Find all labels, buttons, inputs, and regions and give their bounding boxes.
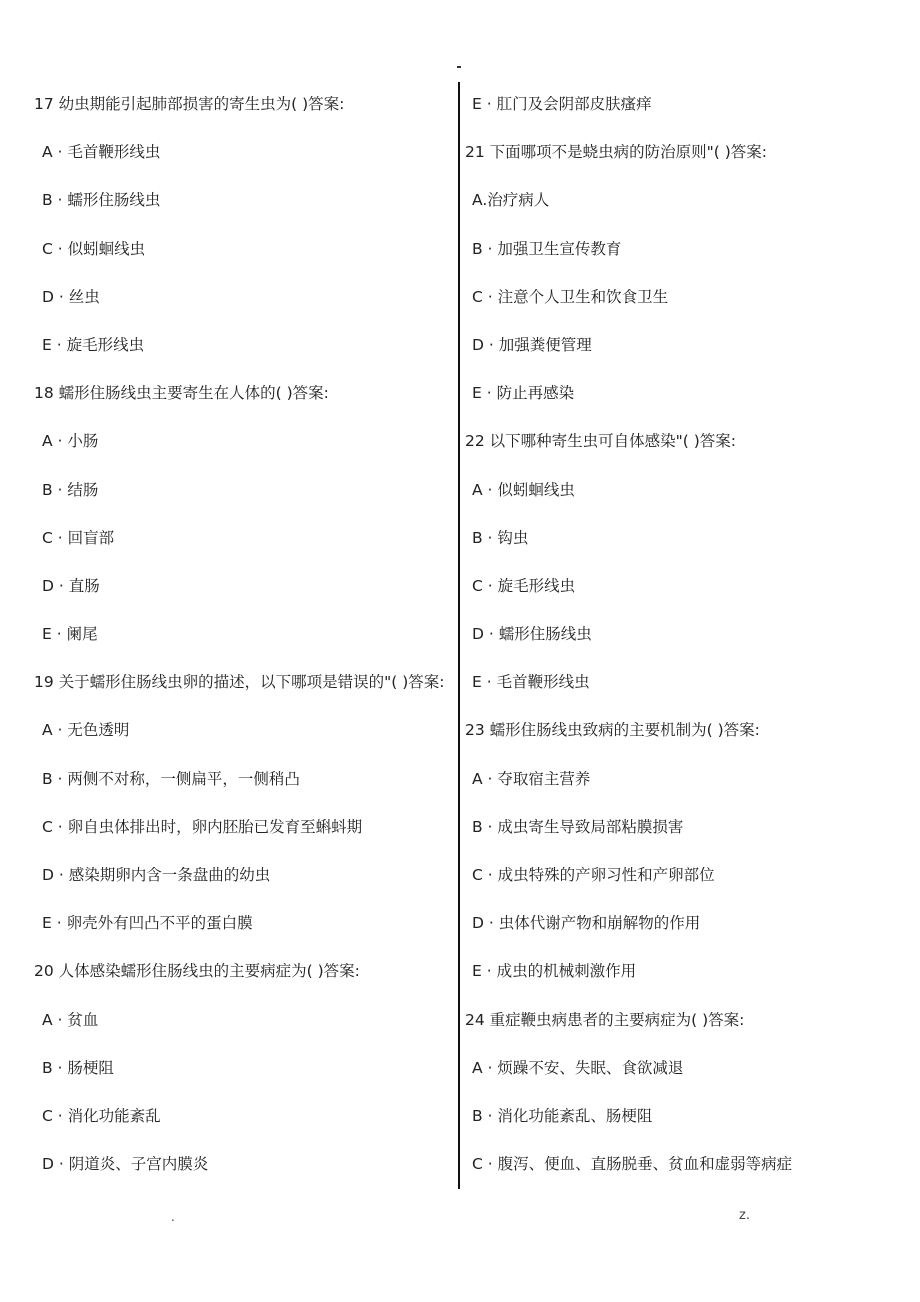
- answer-option: C · 注意个人卫生和饮食卫生: [472, 287, 669, 306]
- answer-option: A · 似蚓蛔线虫: [472, 480, 575, 499]
- answer-option: B · 两侧不对称，一侧扁平，一侧稍凸: [42, 769, 300, 788]
- left-column: [34, 80, 456, 1188]
- answer-option: A.治疗病人: [472, 191, 550, 210]
- answer-option: C · 成虫特殊的产卵习性和产卵部位: [472, 866, 715, 884]
- question-stem: 24 重症鞭虫病患者的主要病症为( )答案:: [465, 1010, 745, 1029]
- right-column: [465, 80, 905, 1188]
- answer-option: A · 夺取宿主营养: [472, 769, 591, 788]
- answer-option: C · 旋毛形线虫: [472, 576, 576, 595]
- answer-option: B · 结肠: [42, 480, 99, 499]
- question-stem: 23 蠕形住肠线虫致病的主要机制为( )答案:: [465, 721, 760, 740]
- answer-option: B · 加强卫生宣传教育: [472, 239, 622, 258]
- answer-option: B · 钩虫: [472, 528, 529, 547]
- question-stem: 21 下面哪项不是蛲虫病的防治原则"( )答案:: [465, 143, 768, 162]
- answer-option: C · 卵自虫体排出时，卵内胚胎已发育至蝌蚪期: [42, 817, 363, 836]
- answer-option: A · 无色透明: [42, 721, 130, 740]
- answer-option: E · 卵壳外有凹凸不平的蛋白膜: [42, 914, 253, 933]
- answer-option: C · 腹泻、便血、直肠脱垂、贫血和虚弱等病症: [472, 1155, 793, 1174]
- column-divider: [458, 82, 460, 1189]
- answer-option: D · 加强粪便管理: [472, 335, 592, 354]
- answer-option: B · 消化功能紊乱、肠梗阻: [472, 1106, 653, 1125]
- question-stem: 22 以下哪种寄生虫可自体感染"( )答案:: [465, 432, 737, 451]
- answer-option: C · 似蚓蛔线虫: [42, 239, 146, 258]
- answer-option: E · 成虫的机械刺激作用: [472, 962, 637, 981]
- answer-option: E · 旋毛形线虫: [42, 335, 145, 354]
- answer-option: D · 感染期卵内含一条盘曲的幼虫: [42, 866, 271, 884]
- question-stem: 19 关于蠕形住肠线虫卵的描述，以下哪项是错误的"( )答案:: [34, 673, 445, 692]
- answer-option: D · 阴道炎、子宫内膜炎: [42, 1155, 209, 1174]
- footer-left-mark: .: [171, 1210, 175, 1224]
- answer-option: E · 毛首鞭形线虫: [472, 673, 590, 692]
- answer-option: C · 消化功能紊乱: [42, 1106, 161, 1125]
- header-mark: [457, 66, 461, 68]
- footer-right-mark: z.: [739, 1208, 750, 1223]
- answer-option: B · 成虫寄生导致局部粘膜损害: [472, 817, 684, 836]
- answer-option: A · 贫血: [42, 1010, 99, 1029]
- answer-option: D · 丝虫: [42, 287, 100, 306]
- answer-option: B · 肠梗阻: [42, 1058, 114, 1077]
- answer-option: B · 蠕形住肠线虫: [42, 191, 161, 210]
- answer-option: E · 防止再感染: [472, 384, 575, 403]
- question-stem: 20 人体感染蠕形住肠线虫的主要病症为( )答案:: [34, 962, 360, 981]
- question-stem: 18 蠕形住肠线虫主要寄生在人体的( )答案:: [34, 384, 329, 403]
- answer-option: D · 虫体代谢产物和崩解物的作用: [472, 914, 701, 933]
- answer-option: A · 毛首鞭形线虫: [42, 143, 161, 162]
- answer-option: C · 回盲部: [42, 528, 115, 547]
- answer-option: E · 肛门及会阴部皮肤瘙痒: [472, 95, 652, 113]
- answer-option: A · 小肠: [42, 432, 99, 451]
- answer-option: A · 烦躁不安、失眠、食欲减退: [472, 1058, 684, 1077]
- answer-option: D · 直肠: [42, 576, 100, 595]
- answer-option: D · 蠕形住肠线虫: [472, 625, 592, 644]
- answer-option: E · 阑尾: [42, 625, 98, 644]
- question-stem: 17 幼虫期能引起肺部损害的寄生虫为( )答案:: [34, 95, 345, 113]
